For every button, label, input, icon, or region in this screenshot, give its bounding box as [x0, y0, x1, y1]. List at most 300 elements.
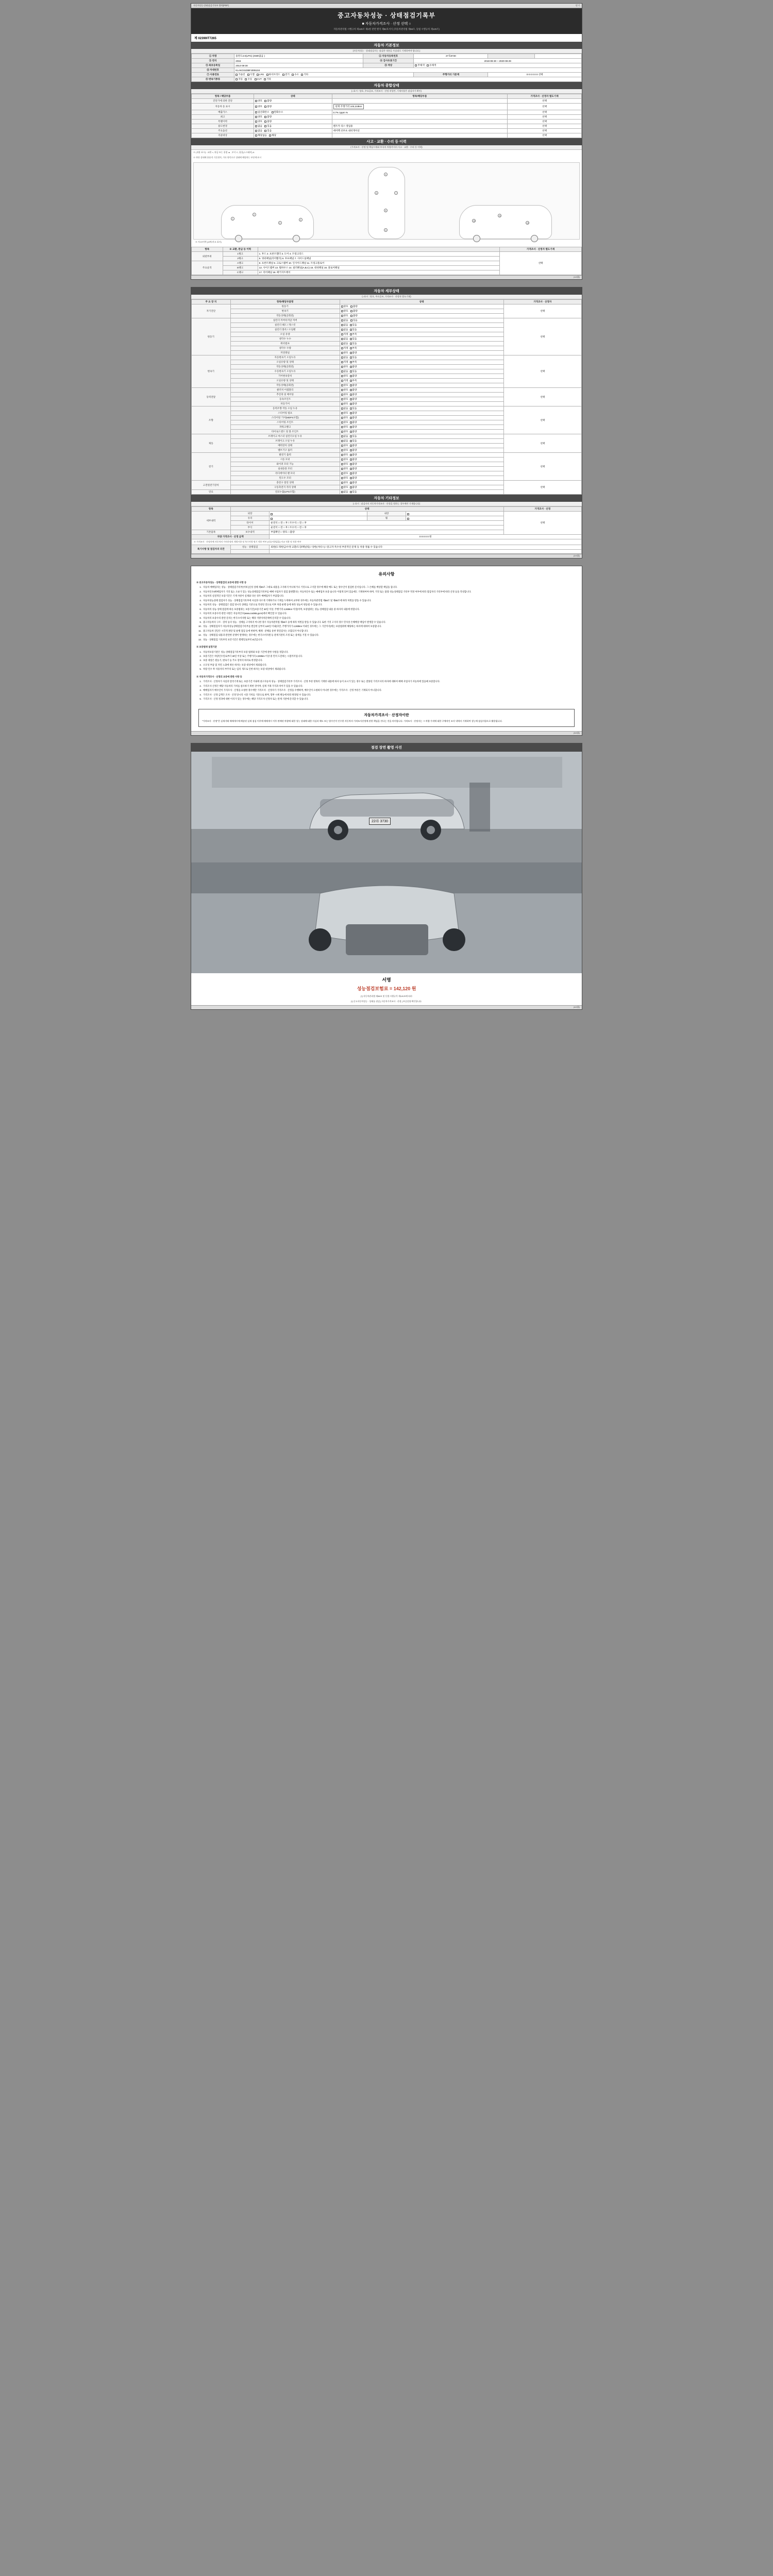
checkbox-icon[interactable]: [350, 306, 352, 308]
table-row: [192, 252, 582, 257]
checkbox-option[interactable]: [341, 426, 348, 429]
row-note[interactable]: 선택: [508, 129, 582, 133]
checkbox-icon[interactable]: [255, 116, 257, 118]
checkbox-icon[interactable]: [350, 315, 352, 317]
option-label: 있음: [352, 435, 357, 437]
checkbox-icon[interactable]: [341, 333, 343, 335]
checkbox-icon[interactable]: [407, 518, 409, 520]
option-label: 가솔린: [238, 73, 245, 76]
checkbox-icon[interactable]: [341, 435, 343, 437]
group-note[interactable]: 선택: [503, 304, 581, 318]
group-note[interactable]: 선택: [503, 318, 581, 355]
checkbox-icon[interactable]: [341, 329, 343, 331]
checkbox-icon[interactable]: [341, 315, 343, 317]
checkbox-option[interactable]: [255, 78, 262, 80]
diagram-point: 9: [384, 228, 388, 232]
checkbox-option[interactable]: [350, 314, 358, 317]
checkbox-icon[interactable]: [350, 486, 352, 488]
checkbox-option[interactable]: [341, 347, 348, 350]
checkbox-option[interactable]: [255, 134, 267, 137]
checkbox-option[interactable]: [341, 477, 348, 480]
checkbox-icon[interactable]: [341, 412, 343, 414]
option-label: 불량: [352, 412, 357, 414]
checkbox-icon[interactable]: [341, 408, 343, 410]
list-text: 자동차의 성능·상태 점검에 따른 보증범위는 보증기간(보증기간 30일 이상, 주행거리 2,000km 이상)이며, 보증범위는 성능·상태점검 내용 중 하자의 내용에 한합니다.: [203, 607, 360, 611]
checkbox-icon[interactable]: [341, 491, 343, 493]
checkbox-option[interactable]: [350, 342, 357, 345]
checkbox-icon[interactable]: [341, 417, 343, 419]
checkbox-option[interactable]: [341, 453, 348, 456]
car-side-right-view: [459, 205, 552, 239]
checkbox-option[interactable]: [350, 467, 357, 470]
row-note[interactable]: 선택: [508, 99, 582, 104]
checkbox-option[interactable]: [350, 458, 357, 461]
checkbox-icon[interactable]: [264, 100, 266, 102]
checkbox-icon[interactable]: [255, 130, 257, 132]
checkbox-option[interactable]: [350, 481, 357, 484]
option-label: 양호: [343, 416, 348, 419]
group-note[interactable]: 선택: [503, 481, 581, 495]
checkbox-icon[interactable]: [341, 347, 343, 349]
checkbox-icon[interactable]: [341, 394, 343, 396]
checkbox-icon[interactable]: [341, 319, 343, 321]
checkbox-option[interactable]: [341, 435, 348, 438]
table-row: [192, 63, 582, 68]
state-options: [340, 337, 503, 342]
col-header: 가격조사 · 산정: [503, 507, 581, 512]
checkbox-icon[interactable]: [341, 426, 343, 428]
checkbox-icon[interactable]: [350, 310, 352, 312]
checkbox-icon[interactable]: [269, 134, 271, 137]
checkbox-icon[interactable]: [341, 454, 343, 456]
list-item: [196, 625, 577, 628]
row-value: KLAKC61DBFJ006104: [234, 68, 582, 73]
checkbox-option[interactable]: [341, 337, 348, 341]
checkbox-icon[interactable]: [350, 347, 352, 349]
row-note[interactable]: 선택: [508, 120, 582, 124]
checkbox-option[interactable]: [341, 379, 348, 382]
checkbox-icon[interactable]: [264, 78, 266, 80]
checkbox-icon[interactable]: [350, 403, 352, 405]
state-options: [340, 476, 503, 481]
checkbox-option[interactable]: [350, 453, 357, 456]
checkbox-icon[interactable]: [341, 357, 343, 359]
checkbox-option[interactable]: [350, 370, 357, 373]
option-label: 없음: [343, 337, 348, 340]
checkbox-icon[interactable]: [341, 389, 343, 391]
table-row: [192, 512, 582, 516]
row-note[interactable]: 선택: [508, 110, 582, 115]
checkbox-icon[interactable]: [341, 384, 343, 386]
checkbox-option[interactable]: [350, 365, 357, 368]
checkbox-option[interactable]: [350, 393, 357, 396]
checkbox-option[interactable]: [341, 333, 348, 336]
checkbox-option[interactable]: [341, 439, 348, 443]
checkbox-icon[interactable]: [341, 440, 343, 442]
checkbox-option[interactable]: [415, 64, 424, 67]
checkbox-icon[interactable]: [350, 375, 352, 377]
checkbox-option[interactable]: [341, 407, 348, 410]
basic-info-table: [191, 54, 582, 82]
checkbox-option[interactable]: [350, 402, 357, 405]
checkbox-icon[interactable]: [255, 125, 257, 127]
checkbox-option[interactable]: [350, 435, 357, 438]
checkbox-option[interactable]: [350, 421, 357, 424]
checkbox-option[interactable]: [350, 337, 357, 341]
checkbox-icon[interactable]: [350, 394, 352, 396]
checkbox-icon[interactable]: [427, 64, 429, 66]
item-label: 오일유량 및 상태: [230, 379, 340, 383]
checkbox-option[interactable]: [341, 472, 348, 475]
checkbox-option[interactable]: [350, 398, 357, 401]
checkbox-icon[interactable]: [255, 78, 257, 80]
group-note[interactable]: 선택: [503, 512, 581, 535]
checkbox-icon[interactable]: [350, 459, 352, 461]
option-label: 있음: [352, 324, 357, 326]
checkbox-option[interactable]: [350, 324, 357, 327]
checkbox-option[interactable]: [341, 490, 348, 494]
row-label: 용도변경: [192, 124, 254, 129]
checkbox-icon[interactable]: [350, 440, 352, 442]
section-sub-detail: (○표시 : 양호, 주요골조, 가격조사 · 산정자 별도기재): [191, 295, 582, 299]
checkbox-option[interactable]: [350, 388, 357, 392]
checkbox-option[interactable]: [341, 384, 348, 387]
checkbox-icon[interactable]: [341, 472, 343, 474]
row-note[interactable]: 선택: [508, 104, 582, 110]
checkbox-icon[interactable]: [245, 78, 247, 80]
checkbox-icon[interactable]: [350, 366, 352, 368]
checkbox-icon[interactable]: [341, 306, 343, 308]
checkbox-icon[interactable]: [350, 449, 352, 451]
col-header: 항목 / 해당부품: [192, 94, 254, 99]
checkbox-option[interactable]: [264, 115, 272, 118]
checkbox-icon[interactable]: [264, 121, 266, 123]
checkbox-icon[interactable]: [264, 130, 266, 132]
checkbox-option[interactable]: [341, 458, 348, 461]
checkbox-option[interactable]: [341, 328, 348, 331]
checkbox-option[interactable]: [350, 333, 357, 336]
checkbox-icon[interactable]: [350, 468, 352, 470]
checkbox-icon[interactable]: [247, 74, 249, 76]
checkbox-icon[interactable]: [350, 324, 352, 326]
checkbox-icon[interactable]: [350, 454, 352, 456]
list-item: [196, 603, 577, 606]
checkbox-option[interactable]: [341, 402, 348, 405]
option-label: 전기: [285, 73, 290, 76]
checkbox-icon[interactable]: [350, 412, 352, 414]
state-cell[interactable]: [270, 516, 367, 521]
checkbox-option[interactable]: [264, 99, 272, 103]
checkbox-option[interactable]: [341, 463, 348, 466]
checkbox-icon[interactable]: [350, 398, 352, 400]
document-subtitle: ■ 자동차가격조사 · 산정 선택 ○: [362, 22, 411, 26]
checkbox-icon[interactable]: [341, 468, 343, 470]
checkbox-option[interactable]: [350, 463, 357, 466]
checkbox-option[interactable]: [350, 407, 357, 410]
checkbox-icon[interactable]: [255, 100, 257, 102]
checkbox-icon[interactable]: [350, 482, 352, 484]
option-label: 불량: [352, 402, 357, 405]
checkbox-icon[interactable]: [341, 477, 343, 479]
checkbox-option[interactable]: [350, 328, 357, 331]
checkbox-option[interactable]: [264, 120, 272, 123]
option-label: 있음: [352, 319, 358, 321]
row-note[interactable]: 선택: [508, 133, 582, 138]
checkbox-option[interactable]: [350, 351, 357, 354]
checkbox-option[interactable]: [350, 449, 357, 452]
checkbox-icon[interactable]: [350, 426, 352, 428]
checkbox-icon[interactable]: [350, 445, 352, 447]
checkbox-option[interactable]: [341, 375, 348, 378]
checkbox-option[interactable]: [255, 105, 262, 108]
checkbox-option[interactable]: [350, 430, 357, 433]
checkbox-icon[interactable]: [350, 361, 352, 363]
checkbox-icon[interactable]: [350, 333, 352, 335]
checkbox-option[interactable]: [255, 111, 269, 114]
checkbox-option[interactable]: [255, 120, 262, 123]
checkbox-option[interactable]: [301, 73, 308, 76]
checkbox-option[interactable]: [350, 439, 357, 443]
checkbox-icon[interactable]: [264, 106, 266, 108]
checkbox-option[interactable]: [255, 115, 262, 118]
checkbox-icon[interactable]: [255, 106, 257, 108]
checkbox-option[interactable]: [341, 416, 348, 419]
checkbox-option[interactable]: [341, 314, 348, 317]
row-note[interactable]: 선택: [500, 252, 582, 275]
checkbox-icon[interactable]: [292, 74, 294, 76]
checkbox-option[interactable]: [341, 481, 348, 484]
checkbox-icon[interactable]: [350, 477, 352, 479]
checkbox-option[interactable]: [350, 412, 357, 415]
checkbox-icon[interactable]: [341, 361, 343, 363]
checkbox-option[interactable]: [341, 324, 348, 327]
checkbox-icon[interactable]: [341, 375, 343, 377]
checkbox-icon[interactable]: [341, 370, 343, 372]
checkbox-option[interactable]: [350, 426, 357, 429]
checkbox-icon[interactable]: [282, 74, 284, 76]
checkbox-option[interactable]: [350, 486, 357, 489]
checkbox-icon[interactable]: [350, 389, 352, 391]
checkbox-icon[interactable]: [341, 445, 343, 447]
color-options: [414, 63, 582, 68]
option-label: 수소: [294, 73, 299, 76]
checkbox-icon[interactable]: [341, 431, 343, 433]
checkbox-option[interactable]: [266, 73, 280, 76]
row-note[interactable]: 선택: [508, 115, 582, 120]
checkbox-icon[interactable]: [350, 421, 352, 423]
checkbox-option[interactable]: [255, 99, 262, 103]
checkbox-option[interactable]: [341, 398, 348, 401]
checkbox-option[interactable]: [247, 73, 255, 76]
checkbox-icon[interactable]: [271, 513, 273, 515]
list-number: 1.: [199, 680, 201, 683]
checkbox-option[interactable]: [341, 449, 348, 452]
checkbox-icon[interactable]: [255, 134, 257, 137]
checkbox-icon[interactable]: [341, 403, 343, 405]
checkbox-icon[interactable]: [236, 74, 238, 76]
item-label: 차동기어: [230, 402, 340, 406]
checkbox-option[interactable]: [350, 305, 358, 308]
checkbox-icon[interactable]: [350, 343, 352, 345]
checkbox-option[interactable]: [341, 351, 348, 354]
checkbox-icon[interactable]: [350, 463, 352, 465]
group-note[interactable]: 선택: [503, 388, 581, 406]
checkbox-option[interactable]: [350, 490, 357, 494]
checkbox-icon[interactable]: [341, 380, 343, 382]
group-note[interactable]: 선택: [503, 434, 581, 453]
checkbox-icon[interactable]: [407, 513, 409, 515]
checkbox-icon[interactable]: [350, 384, 352, 386]
row-note[interactable]: 선택: [508, 124, 582, 129]
checkbox-icon[interactable]: [341, 482, 343, 484]
checkbox-icon[interactable]: [350, 352, 352, 354]
checkbox-icon[interactable]: [415, 64, 417, 66]
option-label: 없음: [343, 407, 348, 410]
checkbox-option[interactable]: [269, 134, 276, 137]
checkbox-option[interactable]: [255, 125, 262, 128]
checkbox-icon[interactable]: [341, 421, 343, 423]
checkbox-icon[interactable]: [264, 125, 266, 127]
checkbox-option[interactable]: [341, 388, 348, 392]
checkbox-icon[interactable]: [341, 338, 343, 340]
state-cell[interactable]: [406, 512, 503, 516]
checkbox-option[interactable]: [350, 375, 357, 378]
checkbox-icon[interactable]: [350, 319, 352, 321]
checkbox-icon[interactable]: [350, 338, 352, 340]
state-options: [340, 430, 503, 434]
checkbox-icon[interactable]: [301, 74, 303, 76]
checkbox-option[interactable]: [350, 477, 357, 480]
checkbox-option[interactable]: [257, 73, 264, 76]
checkbox-option[interactable]: [282, 73, 290, 76]
checkbox-icon[interactable]: [341, 486, 343, 488]
checkbox-option[interactable]: [341, 421, 348, 424]
titlebar-close-text[interactable]: 닫기: [575, 4, 580, 7]
checkbox-icon[interactable]: [350, 435, 352, 437]
checkbox-option[interactable]: [236, 78, 243, 81]
checkbox-option[interactable]: [341, 356, 348, 359]
checkbox-icon[interactable]: [350, 472, 352, 474]
etc-table: [191, 506, 582, 554]
list-number: 5.: [199, 697, 201, 700]
checkbox-icon[interactable]: [350, 370, 352, 372]
checkbox-option[interactable]: [341, 310, 348, 313]
checkbox-option[interactable]: [350, 379, 357, 382]
checkbox-icon[interactable]: [341, 398, 343, 400]
checkbox-option[interactable]: [236, 73, 245, 76]
checkbox-option[interactable]: [341, 444, 348, 447]
checkbox-icon[interactable]: [341, 343, 343, 345]
checkbox-icon[interactable]: [266, 74, 268, 76]
checkbox-icon[interactable]: [350, 408, 352, 410]
option-label: 부족: [352, 333, 357, 335]
group-note[interactable]: 선택: [503, 453, 581, 481]
checkbox-icon[interactable]: [350, 491, 352, 493]
checkbox-option[interactable]: [264, 129, 272, 132]
checkbox-option[interactable]: [341, 412, 348, 415]
parts-list: 12. 사이드멤버 13. 휠하우스 14. 필러패널(A,B,C) 15. 대쉬패널 16. 플로어패널: [258, 266, 499, 270]
state-cell[interactable]: [270, 512, 367, 516]
checkbox-option[interactable]: [264, 125, 272, 128]
row-label: 진단기에 의한 진단: [192, 99, 254, 104]
checkbox-icon[interactable]: [350, 357, 352, 359]
checkbox-option[interactable]: [341, 305, 348, 308]
checkbox-icon[interactable]: [341, 352, 343, 354]
option-label: 있음: [352, 370, 357, 372]
state-cell[interactable]: [406, 516, 503, 521]
checkbox-option[interactable]: [341, 486, 348, 489]
checkbox-option[interactable]: [341, 467, 348, 470]
checkbox-option[interactable]: [341, 370, 348, 373]
checkbox-option[interactable]: [341, 342, 348, 345]
option-label: 적정: [343, 347, 348, 349]
checkbox-option[interactable]: [350, 347, 357, 350]
checkbox-option[interactable]: [264, 78, 271, 81]
checkbox-icon[interactable]: [350, 431, 352, 433]
checkbox-icon[interactable]: [341, 366, 343, 368]
item-label: 스티어링 조인트: [230, 420, 340, 425]
checkbox-icon[interactable]: [350, 380, 352, 382]
checkbox-option[interactable]: [350, 356, 357, 359]
group-note[interactable]: 선택: [503, 406, 581, 434]
list-number: 4.: [199, 599, 201, 602]
checkbox-option[interactable]: [245, 78, 252, 81]
checkbox-option[interactable]: [427, 64, 436, 67]
checkbox-icon[interactable]: [341, 324, 343, 326]
checkbox-icon[interactable]: [341, 449, 343, 451]
row-label: 자동차 등 표시: [192, 104, 254, 110]
checkbox-option[interactable]: [341, 365, 348, 368]
checkbox-option[interactable]: [350, 384, 357, 387]
state-options: [340, 420, 503, 425]
checkbox-option[interactable]: [341, 430, 348, 433]
checkbox-icon[interactable]: [271, 518, 273, 520]
document-page: [0, 0, 773, 1020]
checkbox-option[interactable]: [350, 416, 357, 419]
checkbox-icon[interactable]: [255, 111, 257, 113]
item-label: 시동 모터: [230, 457, 340, 462]
checkbox-icon[interactable]: [257, 74, 259, 76]
checkbox-option[interactable]: [350, 319, 358, 322]
checkbox-icon[interactable]: [350, 417, 352, 419]
checkbox-icon[interactable]: [236, 78, 238, 80]
accident-note-2: ※ 하단 상태에 용품적 기준위치, 기타 항목으로 상태에 해당하는 부분에 표시: [193, 156, 262, 159]
checkbox-icon[interactable]: [255, 121, 257, 123]
checkbox-icon[interactable]: [264, 116, 266, 118]
checkbox-option[interactable]: [350, 444, 357, 447]
checkbox-option[interactable]: [255, 129, 262, 132]
state-options: [340, 342, 503, 346]
checkbox-option[interactable]: [350, 310, 358, 313]
checkbox-option[interactable]: [350, 361, 357, 364]
checkbox-option[interactable]: [292, 73, 299, 76]
checkbox-icon[interactable]: [350, 329, 352, 331]
group-note[interactable]: 선택: [503, 355, 581, 388]
checkbox-option[interactable]: [264, 105, 272, 108]
checkbox-icon[interactable]: [272, 111, 274, 113]
checkbox-option[interactable]: [350, 472, 357, 475]
col-header: 상태: [230, 507, 503, 512]
checkbox-option[interactable]: [341, 393, 348, 396]
checkbox-option[interactable]: [272, 111, 283, 114]
checkbox-icon[interactable]: [341, 310, 343, 312]
checkbox-option[interactable]: [341, 361, 348, 364]
option-label: CVT: [257, 78, 262, 80]
checkbox-icon[interactable]: [341, 459, 343, 461]
checkbox-option[interactable]: [341, 319, 348, 322]
group-label-self-diagnosis: 자기진단: [192, 304, 231, 318]
checkbox-icon[interactable]: [341, 463, 343, 465]
